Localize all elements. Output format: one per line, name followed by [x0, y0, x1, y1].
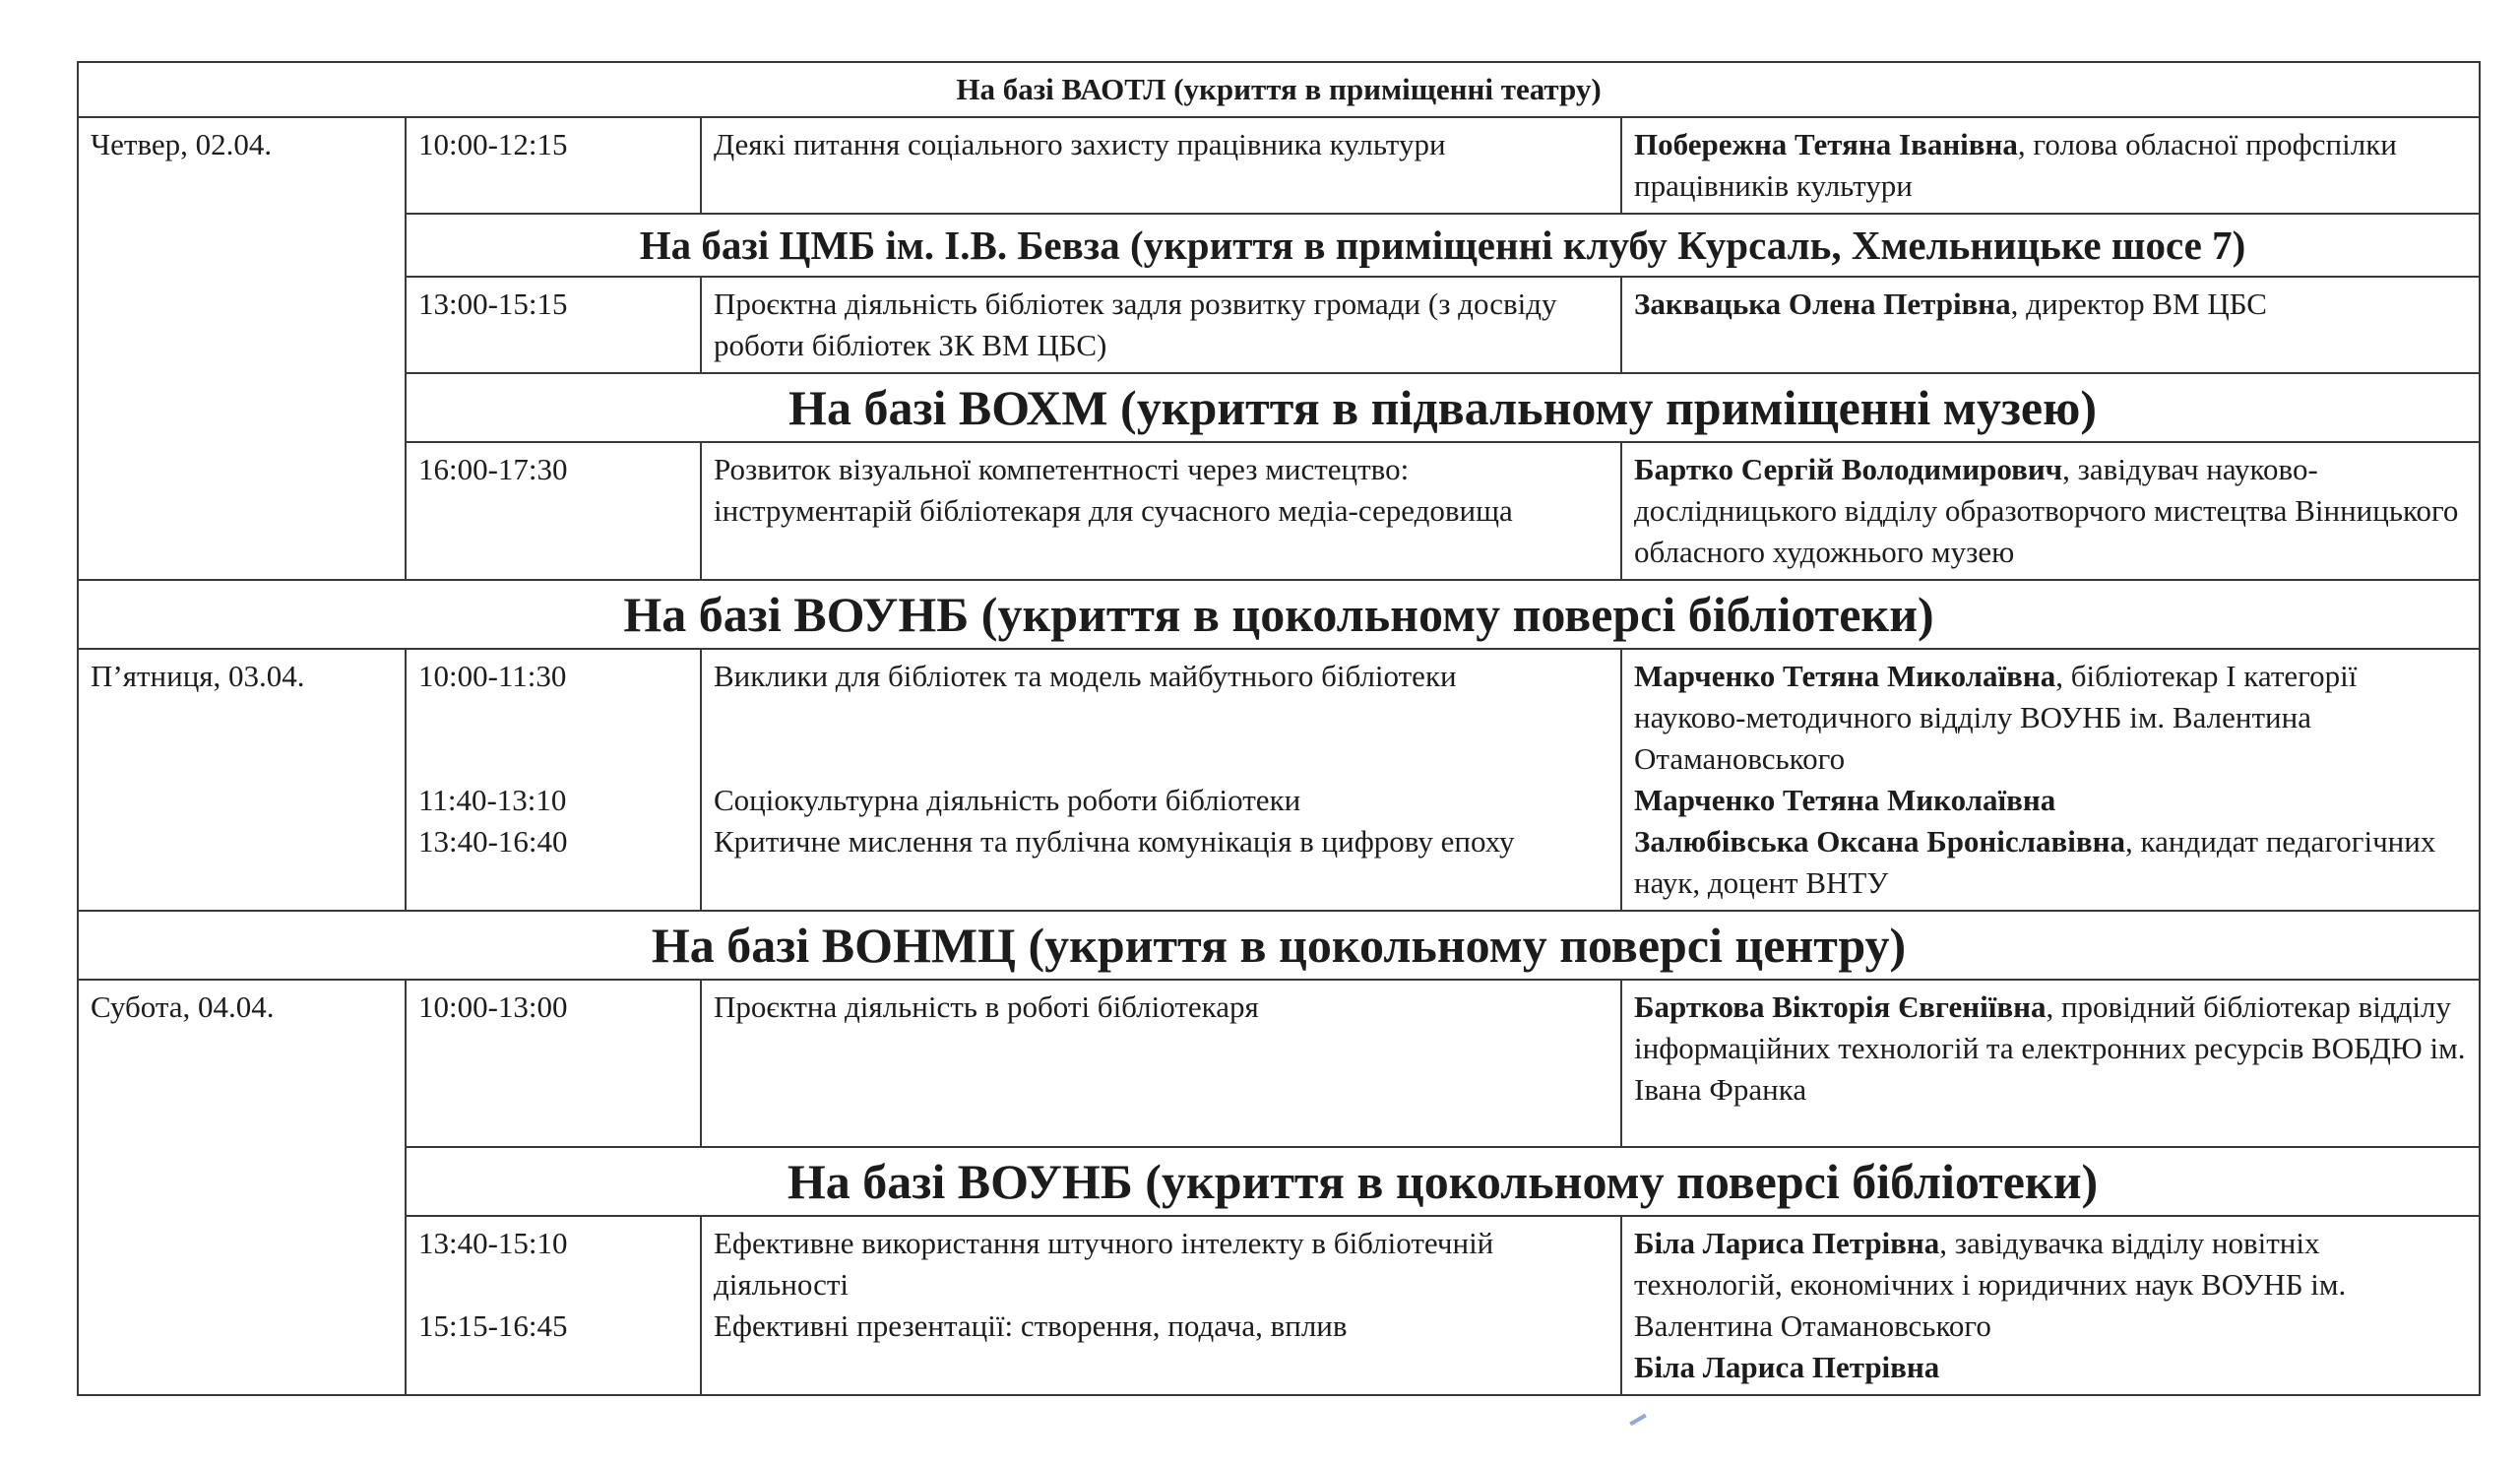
speaker-cell — [1621, 117, 2480, 214]
time-cell — [406, 649, 701, 911]
day-thursday: Четвер, 02.04. — [78, 117, 406, 580]
table-row — [78, 117, 2480, 214]
section-header-row — [78, 62, 2480, 117]
speaker-role: , голова обласної профспілки працівників культури — [1634, 127, 2397, 203]
topic-cell — [701, 649, 1621, 911]
time-value: 10:00-11:30 — [418, 659, 567, 693]
section-title-vaotl: На базі ВАОТЛ (укриття в приміщенні театру) — [78, 62, 2480, 117]
speaker-name: Заквацька Олена Петрівна — [1634, 287, 2011, 321]
topic-value: Соціокультурна діяльність роботи бібліотеки — [714, 783, 1301, 817]
speaker-cell — [1621, 649, 2480, 911]
speaker-name: Марченко Тетяна Миколаївна — [1634, 659, 2056, 693]
speaker-role: , директор ВМ ЦБС — [2010, 287, 2267, 321]
section-title-vokhm: На базі ВОХМ (укриття в підвальному приміщенні музею) — [406, 373, 2480, 442]
time-cell: 16:00-17:30 — [406, 442, 701, 580]
pen-mark — [1629, 1414, 1647, 1426]
time-value: 15:15-16:45 — [418, 1308, 568, 1343]
section-header-row — [78, 580, 2480, 649]
schedule-table — [77, 61, 2481, 1396]
topic-cell: Деякі питання соціального захисту працівника культури — [701, 117, 1621, 214]
day-saturday: Субота, 04.04. — [78, 980, 406, 1395]
table-row — [78, 980, 2480, 1147]
speaker-name: Марченко Тетяна Миколаївна — [1634, 783, 2056, 817]
speaker-cell — [1621, 277, 2480, 373]
section-title-vounb: На базі ВОУНБ (укриття в цокольному поверсі бібліотеки) — [78, 580, 2480, 649]
speaker-role: , провідний бібліотекар відділу інформаційних технологій та електронних ресурсів ВОБДЮ ім. Івана Франка — [1634, 989, 2466, 1107]
time-cell — [406, 1216, 701, 1395]
time-value: 13:40-16:40 — [418, 824, 568, 859]
table-row — [78, 442, 2480, 580]
section-header-row — [78, 911, 2480, 980]
table-row — [78, 277, 2480, 373]
topic-value: Критичне мислення та публічна комунікація в цифрову епоху — [714, 824, 1515, 859]
speaker-role: , кандидат педагогічних наук, доцент ВНТУ — [1634, 824, 2436, 900]
day-friday: П’ятниця, 03.04. — [78, 649, 406, 911]
speaker-role: , завідувач науково-дослідницького відділу образотворчого мистецтва Вінницького обласного художнього музею — [1634, 452, 2459, 569]
section-title-tsmb: На базі ЦМБ ім. І.В. Бевза (укриття в приміщенні клубу Курсаль, Хмельницьке шосе 7) — [406, 214, 2480, 277]
topic-value: Ефективне використання штучного інтелекту в бібліотечній діяльності — [714, 1226, 1494, 1302]
speaker-cell — [1621, 980, 2480, 1147]
topic-value: Ефективні презентації: створення, подача, вплив — [714, 1308, 1348, 1343]
topic-cell: Проєктна діяльність в роботі бібліотекаря — [701, 980, 1621, 1147]
topic-cell: Розвиток візуальної компетентності через мистецтво: інструментарій бібліотекаря для сучасного медіа-середовища — [701, 442, 1621, 580]
time-value: 13:40-15:10 — [418, 1226, 568, 1260]
topic-value: Виклики для бібліотек та модель майбутнього бібліотеки — [714, 659, 1457, 693]
speaker-name: Бартко Сергій Володимирович — [1634, 452, 2063, 486]
section-header-row — [78, 373, 2480, 442]
speaker-role: , бібліотекар І категорії науково-методичного відділу ВОУНБ ім. Валентина Отамановського — [1634, 659, 2358, 776]
speaker-name: Залюбівська Оксана Броніславівна — [1634, 824, 2126, 859]
time-cell: 10:00-13:00 — [406, 980, 701, 1147]
speaker-role: , завідувачка відділу новітніх технологій, економічних і юридичних наук ВОУНБ ім. Валентина Отамановського — [1634, 1226, 2347, 1343]
section-title-vounb-2: На базі ВОУНБ (укриття в цокольному поверсі бібліотеки) — [406, 1147, 2480, 1216]
speaker-cell — [1621, 442, 2480, 580]
section-title-vonmts: На базі ВОНМЦ (укриття в цокольному поверсі центру) — [78, 911, 2480, 980]
speaker-name: Барткова Вікторія Євгеніївна — [1634, 989, 2047, 1024]
topic-cell: Проєктна діяльність бібліотек задля розвитку громади (з досвіду роботи бібліотек ЗК ВМ ЦБС) — [701, 277, 1621, 373]
speaker-name: Побережна Тетяна Іванівна — [1634, 127, 2018, 161]
topic-cell — [701, 1216, 1621, 1395]
speaker-name: Біла Лариса Петрівна — [1634, 1226, 1940, 1260]
schedule-sheet — [77, 61, 2479, 1396]
speaker-cell — [1621, 1216, 2480, 1395]
section-header-row — [78, 214, 2480, 277]
time-cell: 13:00-15:15 — [406, 277, 701, 373]
speaker-name: Біла Лариса Петрівна — [1634, 1350, 1940, 1384]
time-cell: 10:00-12:15 — [406, 117, 701, 214]
table-row — [78, 649, 2480, 911]
section-header-row — [78, 1147, 2480, 1216]
table-row — [78, 1216, 2480, 1395]
time-value: 11:40-13:10 — [418, 783, 567, 817]
